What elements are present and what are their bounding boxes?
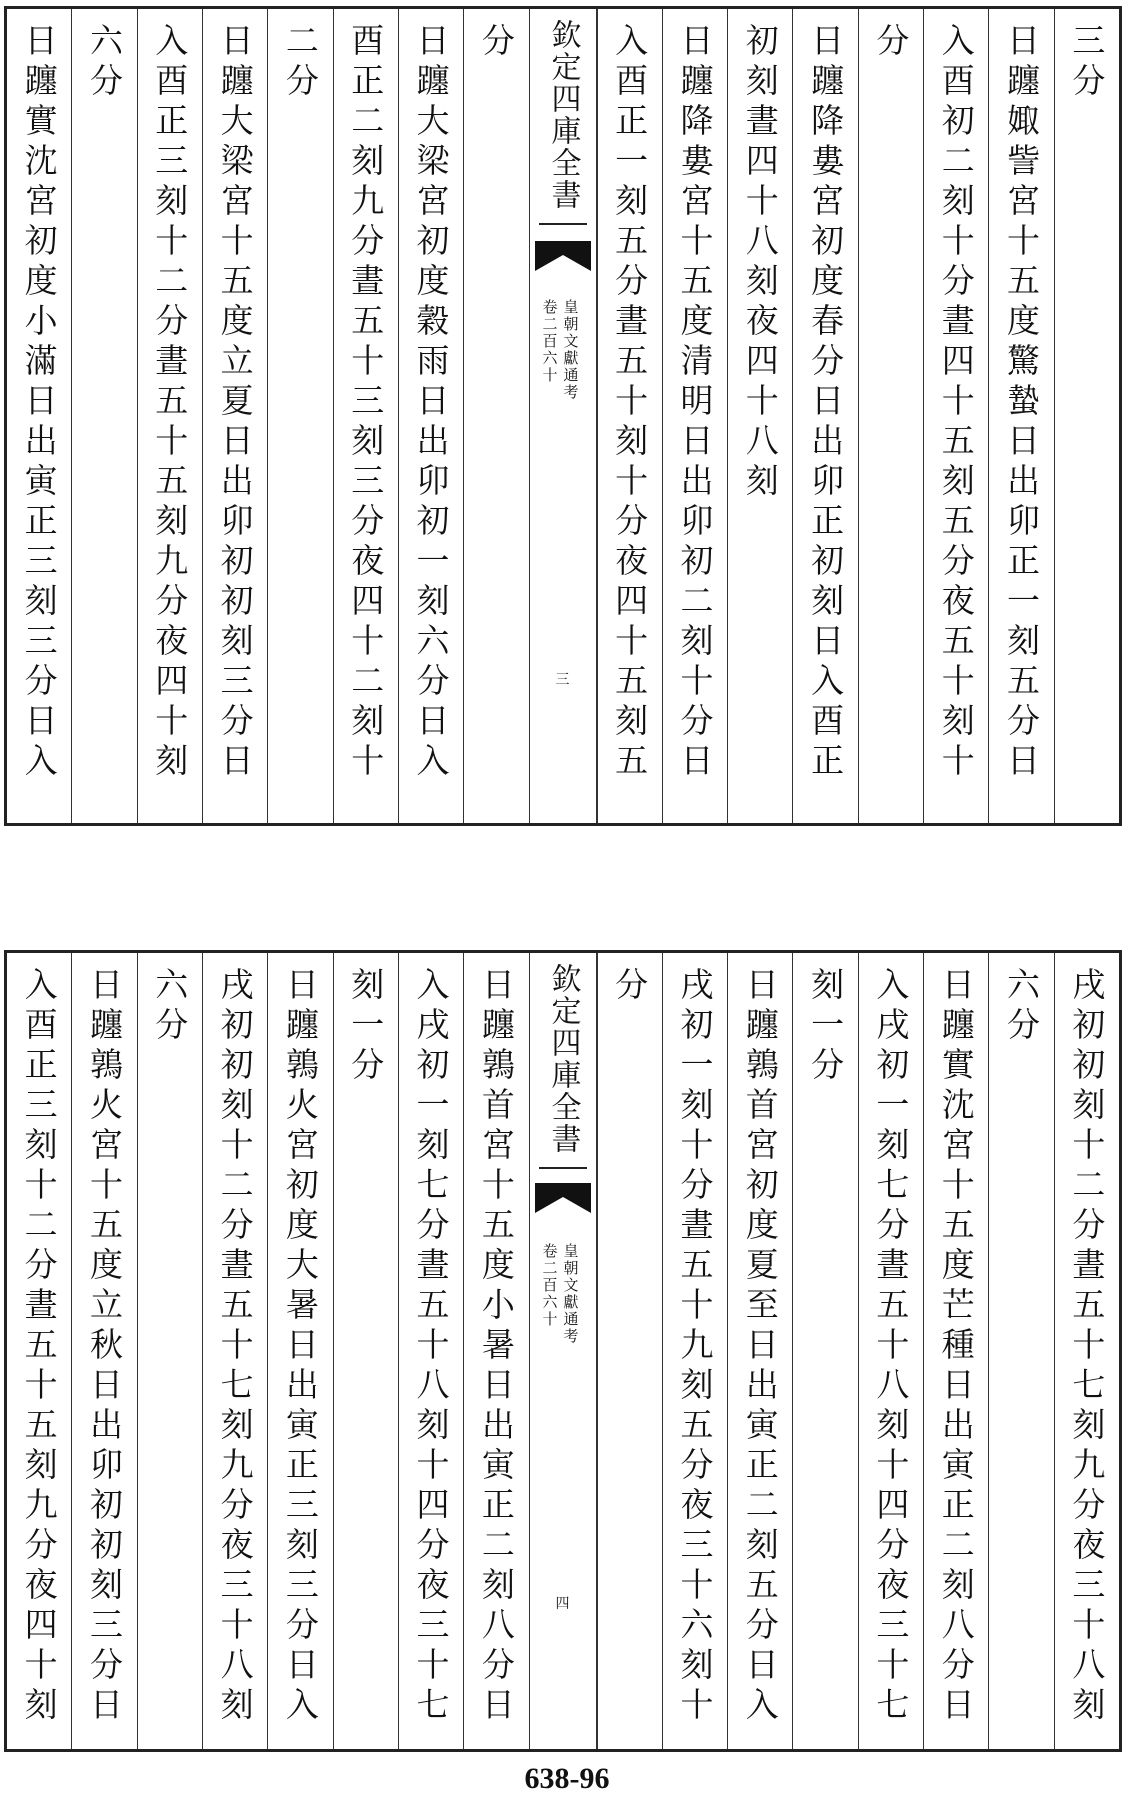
column-text: 日躔實沈宮初度小滿日出寅正三刻三分日入: [19, 23, 59, 783]
text-column: [727, 9, 792, 823]
text-column: [71, 953, 136, 1749]
page-number: 四: [555, 1596, 570, 1612]
text-column: [71, 9, 136, 823]
fishtail-mark-icon: [535, 1183, 591, 1223]
text-column: [792, 953, 857, 1749]
text-column: [137, 953, 202, 1749]
column-text: 分: [871, 23, 911, 63]
column-text: 六分: [1002, 967, 1042, 1047]
column-text: 刻一分: [806, 967, 846, 1087]
column-text: 日躔大梁宮十五度立夏日出卯初初刻三分日: [215, 23, 255, 783]
volume-label: 卷二百六十: [540, 1243, 559, 1328]
column-text: 日躔實沈宮十五度芒種日出寅正二刻八分日: [936, 967, 976, 1727]
text-column: [597, 953, 662, 1749]
column-text: 戌初一刻十分晝五十九刻五分夜三十六刻十: [675, 967, 715, 1727]
column-text: 初刻晝四十八刻夜四十八刻: [740, 23, 780, 503]
text-column: [463, 953, 528, 1749]
center-fold: [529, 9, 597, 823]
column-text: 日躔降婁宮初度春分日出卯正初刻日入酉正: [806, 23, 846, 783]
column-text: 入酉正三刻十二分晝五十五刻九分夜四十刻: [150, 23, 190, 783]
text-column: [398, 9, 463, 823]
center-fold: [529, 953, 597, 1749]
column-text: 酉正二刻九分晝五十三刻三分夜四十二刻十: [346, 23, 386, 783]
column-text: 三分: [1067, 23, 1107, 103]
column-text: 六分: [150, 967, 190, 1047]
text-column: [7, 953, 71, 1749]
column-text: 日躔鶉首宮十五度小暑日出寅正二刻八分日: [476, 967, 516, 1727]
book-subtitle: 皇朝文獻通考: [561, 1243, 580, 1345]
text-column: [202, 953, 267, 1749]
text-column: [333, 953, 398, 1749]
column-text: 日躔娵訾宮十五度驚蟄日出卯正一刻五分日: [1002, 23, 1042, 783]
column-text: 入戌初一刻七分晝五十八刻十四分夜三十七: [871, 967, 911, 1727]
column-text: 入酉初二刻十分晝四十五刻五分夜五十刻十: [936, 23, 976, 783]
text-column: [1054, 953, 1119, 1749]
text-column: [267, 953, 332, 1749]
text-column: [662, 9, 727, 823]
text-column: [202, 9, 267, 823]
column-text: 日躔鶉首宮初度夏至日出寅正二刻五分日入: [740, 967, 780, 1727]
text-column: [792, 9, 857, 823]
text-column: [7, 9, 71, 823]
text-column: [662, 953, 727, 1749]
text-column: [267, 9, 332, 823]
page-footer: 638-96: [524, 1762, 610, 1795]
text-column: [858, 9, 923, 823]
column-text: 日躔大梁宮初度穀雨日出卯初一刻六分日入: [411, 23, 451, 783]
text-column: [137, 9, 202, 823]
text-column: [727, 953, 792, 1749]
book-title: 欽定四庫全書: [539, 959, 587, 1169]
column-text: 入酉正一刻五分晝五十刻十分夜四十五刻五: [610, 23, 650, 783]
text-column: [597, 9, 662, 823]
book-title: 欽定四庫全書: [539, 15, 587, 225]
column-text: 入酉正三刻十二分晝五十五刻九分夜四十刻: [19, 967, 59, 1727]
column-text: 六分: [84, 23, 124, 103]
column-text: 二分: [280, 23, 320, 103]
column-text: 日躔降婁宮十五度清明日出卯初二刻十分日: [675, 23, 715, 783]
text-column: [988, 9, 1053, 823]
text-column: [988, 953, 1053, 1749]
text-column: [858, 953, 923, 1749]
text-column: [333, 9, 398, 823]
text-column: [463, 9, 528, 823]
column-text: 分: [610, 967, 650, 1007]
column-text: 戌初初刻十二分晝五十七刻九分夜三十八刻: [1067, 967, 1107, 1727]
column-text: 日躔鶉火宮初度大暑日出寅正三刻三分日入: [280, 967, 320, 1727]
top-page: [4, 6, 1122, 826]
text-column: [1054, 9, 1119, 823]
bottom-page: [4, 950, 1122, 1752]
text-column: [923, 9, 988, 823]
column-text: 戌初初刻十二分晝五十七刻九分夜三十八刻: [215, 967, 255, 1727]
column-text: 刻一分: [346, 967, 386, 1087]
text-column: [398, 953, 463, 1749]
column-text: 日躔鶉火宮十五度立秋日出卯初初刻三分日: [84, 967, 124, 1727]
text-column: [923, 953, 988, 1749]
column-text: 入戌初一刻七分晝五十八刻十四分夜三十七: [411, 967, 451, 1727]
fishtail-mark-icon: [535, 241, 591, 281]
top-columns: [7, 9, 1119, 823]
book-subtitle: 皇朝文獻通考: [561, 299, 580, 401]
column-text: 分: [476, 23, 516, 63]
page-number: 三: [555, 672, 570, 688]
bottom-columns: [7, 953, 1119, 1749]
volume-label: 卷二百六十: [540, 299, 559, 384]
